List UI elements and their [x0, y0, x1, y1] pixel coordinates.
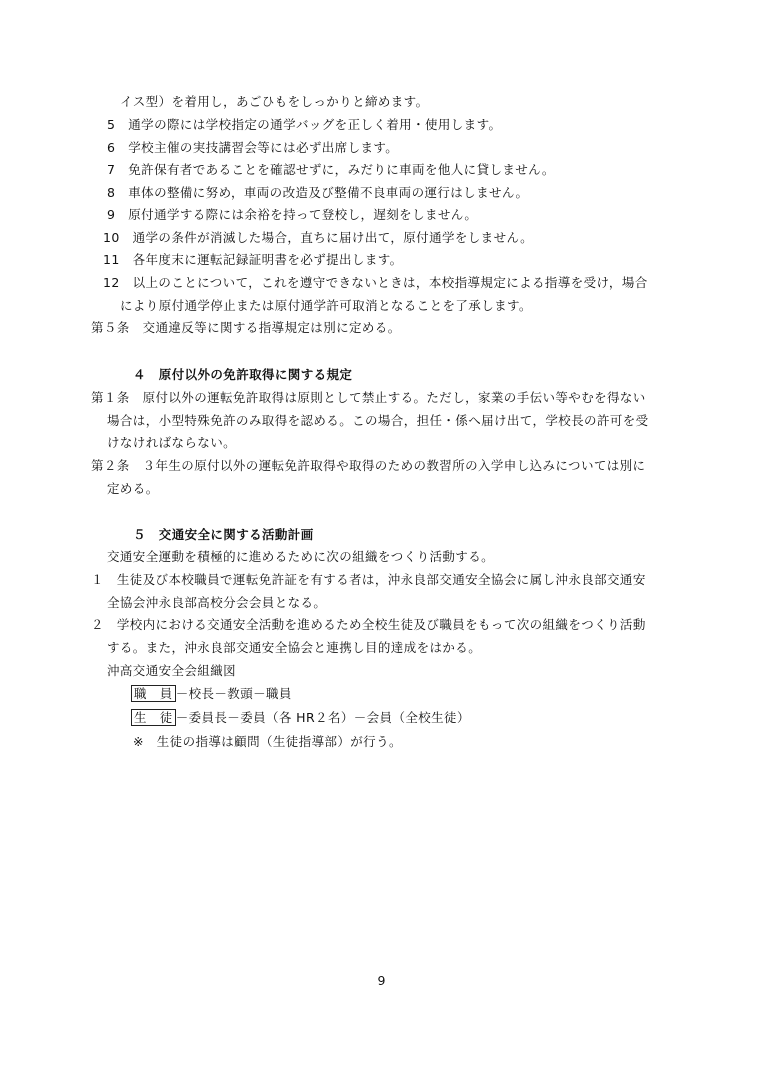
section-5-item-2-line-2: する。また，沖永良部交通安全協会と連携し目的達成をはかる。 [107, 640, 482, 655]
pledge-item-6 [107, 140, 398, 156]
item-number: 11 [103, 252, 120, 267]
org-chart-staff-row [131, 685, 292, 702]
pledge-item-9 [107, 207, 477, 223]
item-text: 学校内における交通安全活動を進めるため全校生徒及び職員をもって次の組織をつくり活動 [116, 617, 646, 632]
pledge-item-8 [107, 185, 528, 201]
section-4-heading: ４ 原付以外の免許取得に関する規定 [133, 367, 353, 382]
item-text: 通学の条件が消滅した場合，直ちに届け出て，原付通学をしません。 [132, 230, 534, 245]
article-5: 第５条 交通違反等に関する指導規定は別に定める。 [91, 320, 401, 335]
org-chart-note: ※ 生徒の指導は顧問（生徒指導部）が行う。 [133, 734, 402, 749]
item-number: 9 [107, 207, 116, 222]
pledge-item-11 [103, 252, 403, 268]
section-4-article-2-line-2: 定める。 [107, 481, 159, 496]
item-number: 12 [103, 275, 120, 290]
section-5-item-2-line-1 [91, 617, 646, 633]
pledge-item-10 [103, 230, 533, 246]
pledge-item-12 [103, 275, 648, 291]
org-staff-label: 職 員 [131, 685, 176, 702]
pledge-item-7 [107, 162, 555, 178]
section-4-article-1-line-3: けなければならない。 [107, 435, 237, 450]
pledge-item-5 [107, 117, 501, 133]
org-staff-chain: －校長－教頭－職員 [175, 686, 292, 701]
section-5-item-1-line-2: 全協会沖永良部高校分会会員となる。 [107, 595, 327, 610]
org-student-chain: －委員長－委員（各 HR２名）－会員（全校生徒） [175, 710, 470, 725]
section-5-item-1-line-1 [91, 572, 646, 588]
section-4-article-2-line-1: 第２条 ３年生の原付以外の運転免許取得や取得のための教習所の入学申し込みについては別に [91, 458, 646, 473]
item-text: 免許保有者であることを確認せずに，みだりに車両を他人に貸しません。 [128, 162, 555, 177]
item-text: 生徒及び本校職員で運転免許証を有する者は，沖永良部交通安全協会に属し沖永良部交通安 [116, 572, 646, 587]
section-5-heading: ５ 交通安全に関する活動計画 [133, 527, 314, 542]
page-number: 9 [377, 973, 386, 988]
item-text: 通学の際には学校指定の通学バッグを正しく着用・使用します。 [128, 117, 502, 132]
pledge-continuation: イス型）を着用し，あごひもをしっかりと締めます。 [120, 94, 429, 109]
item-number: 6 [107, 140, 116, 155]
item-number: １ [91, 572, 104, 587]
item-number: 10 [103, 230, 120, 245]
item-number: 8 [107, 185, 116, 200]
section-5-intro: 交通安全運動を積極的に進めるために次の組織をつくり活動する。 [107, 549, 495, 564]
org-student-label: 生 徒 [131, 709, 176, 726]
item-text: 各年度末に運転記録証明書を必ず提出します。 [132, 252, 403, 267]
item-text: 学校主催の実技講習会等には必ず出席します。 [128, 140, 399, 155]
item-text: 原付通学する際には余裕を持って登校し，遅刻をしません。 [128, 207, 478, 222]
org-chart-title: 沖高交通安全会組織図 [107, 663, 237, 678]
section-4-article-1-line-2: 場合は，小型特殊免許のみ取得を認める。この場合，担任・係へ届け出て，学校長の許可を受 [107, 413, 649, 428]
item-text: 車体の整備に努め，車両の改造及び整備不良車両の運行はしません。 [128, 185, 529, 200]
pledge-item-12-continuation: により原付通学停止または原付通学許可取消となることを了承します。 [120, 298, 532, 313]
item-number: 5 [107, 117, 116, 132]
org-chart-student-row [131, 709, 470, 726]
item-number: 7 [107, 162, 116, 177]
item-number: ２ [91, 617, 104, 632]
section-4-article-1-line-1: 第１条 原付以外の運転免許取得は原則として禁止する。ただし，家業の手伝い等やむを得ない [91, 390, 646, 405]
item-text: 以上のことについて，これを遵守できないときは，本校指導規定による指導を受け，場合 [132, 275, 648, 290]
